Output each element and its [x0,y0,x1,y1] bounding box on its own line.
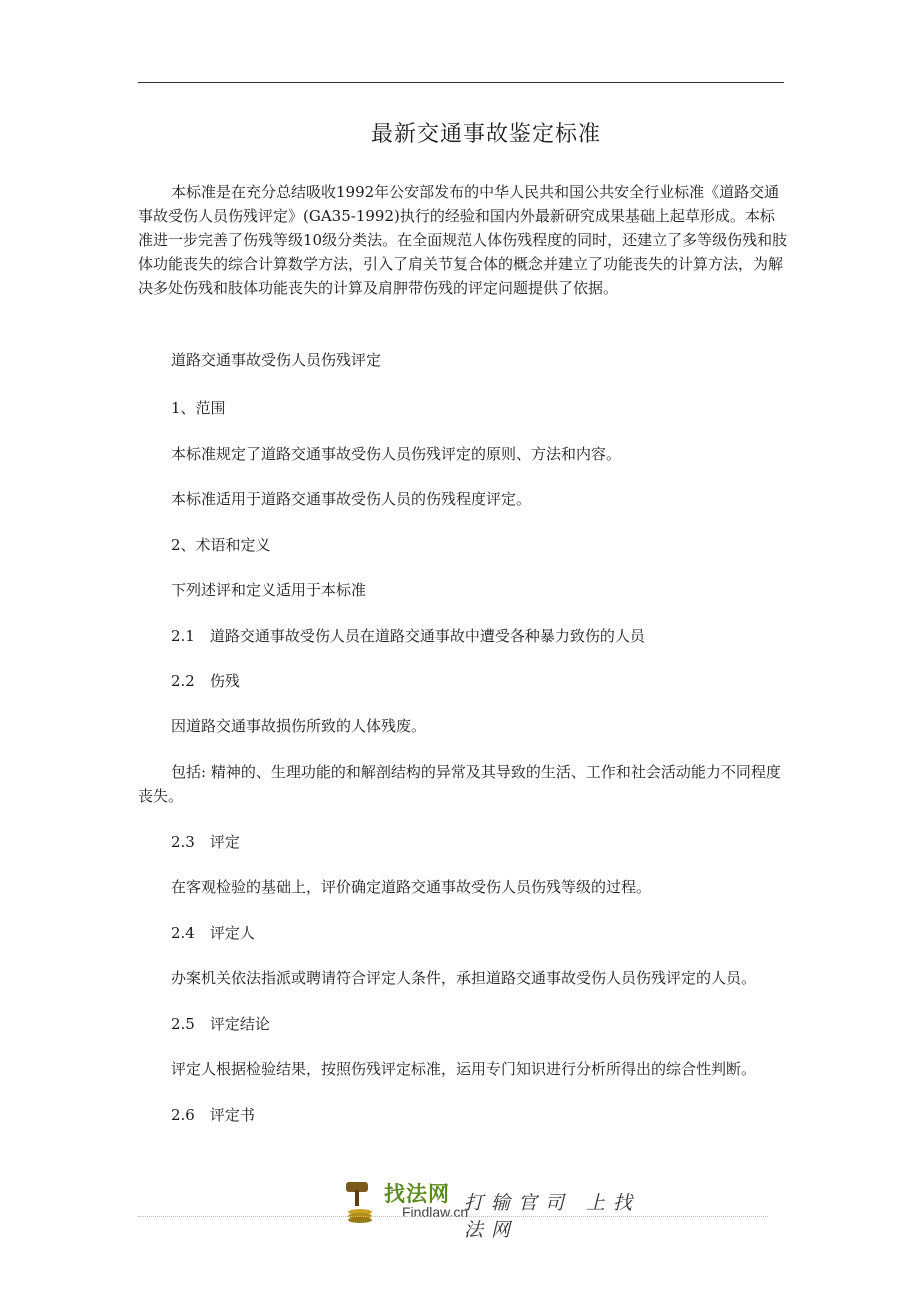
logo-chinese: 找法网 [384,1182,450,1206]
include-paragraph: 包括: 精神的、生理功能的和解剖结构的异常及其导致的生活、工作和社会活动能力不同程度丧失。 [138,763,781,805]
document-title: 最新交通事故鉴定标准 [370,122,601,147]
term-2-5-text: 评定人根据检验结果，按照伤残评定标准，运用专门知识进行分析所得出的综合性判断。 [171,1060,757,1078]
term-2-4: 2.4 评定人 [171,924,255,942]
scope-text-1: 本标准规定了道路交通事故受伤人员伤残评定的原则、方法和内容。 [171,445,622,463]
term-2-1: 2.1 道路交通事故受伤人员在道路交通事故中遭受各种暴力致伤的人员 [171,627,645,645]
term-2-5: 2.5 评定结论 [171,1015,270,1033]
term-2-3: 2.3 评定 [171,833,240,851]
term-2-3-text: 在客观检验的基础上，评价确定道路交通事故受伤人员伤残等级的过程。 [171,878,652,896]
term-2-6: 2.6 评定书 [171,1106,255,1124]
term-2-2-text: 因道路交通事故损伤所致的人体残废。 [171,717,427,735]
header-rule [138,82,784,83]
heading-evaluation: 道路交通事故受伤人员伤残评定 [171,351,382,369]
footer-divider [138,1216,768,1217]
findlaw-footer [340,1176,660,1241]
section-scope: 1、范围 [171,399,226,417]
section-terms: 2、术语和定义 [171,536,271,554]
scope-text-2: 本标准适用于道路交通事故受伤人员的伤残程度评定。 [171,490,532,508]
slogan: 打输官司 上找法网 [464,1192,641,1241]
terms-intro: 下列述评和定义适用于本标准 [171,581,367,599]
term-2-4-text: 办案机关依法指派或聘请符合评定人条件，承担道路交通事故受伤人员伤残评定的人员。 [171,969,757,987]
intro-paragraph: 本标准是在充分总结吸收1992年公安部发布的中华人民共和国公共安全行业标准《道路交通事故受伤人员伤残评定》(GA35-1992)执行的经验和国内外最新研究成果基础上起草形成。本标准进一步完善了伤残等级10级分类法。在全面规范人体伤残程度的同时，还建立了多等级伤残和肢体功能丧失的综合计算数学方法，引入了肩关节复合体的概念并建立了功能丧失的计算方法，为解决多处伤残和肢体功能丧失的计算及肩胛带伤残的评定问题提供了依据。 [138,183,788,297]
term-2-2: 2.2 伤残 [171,672,240,690]
logo-english: Findlaw.cn [402,1204,469,1220]
